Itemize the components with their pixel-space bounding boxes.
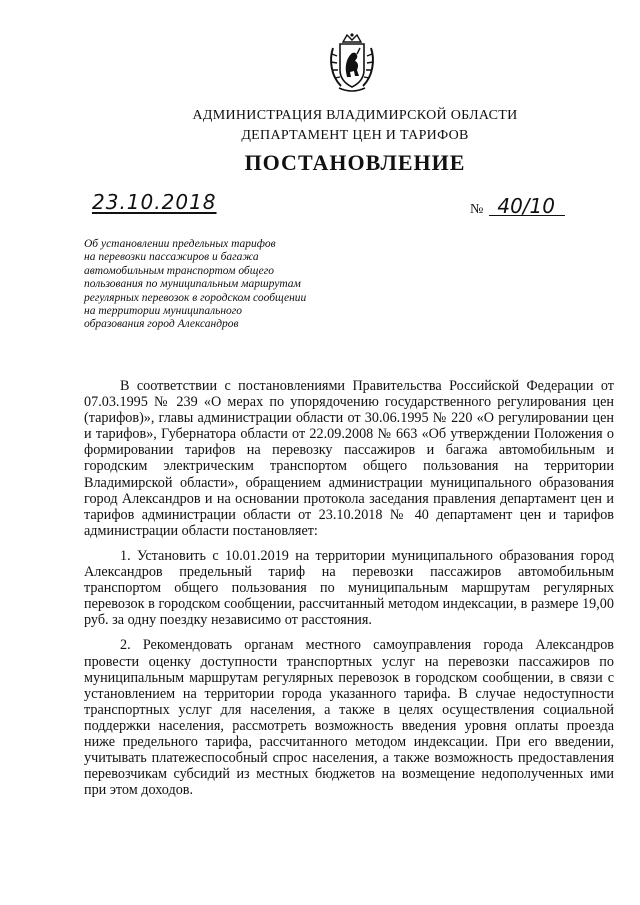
subject-line: на территории муниципального [84, 305, 243, 318]
clause-1-paragraph: 1. Установить с 10.01.2019 на территории муниципального образования город Александров предельный тариф на перевозки пассажиров автомобильным транспортом общего пользования по муниципальным маршрутам регулярных перевозок в городском сообщении, рассчитанный методом индексации, в размере 19,00 руб. за одну поездку независимо от расстояния. [84, 547, 614, 629]
subject-line: пользования по муниципальным маршрутам [84, 278, 301, 291]
clause-2-paragraph: 2. Рекомендовать органам местного самоуправления города Александров провести оценку доступности транспортных услуг на перевозки пассажиров по муниципальным маршрутам регулярных перевозок в городском сообщении, в связи с установлением на территории города указанного тарифа. В случае недоступности транспортных услуг для населения, а также в целях осуществления социальной поддержки населения, рассмотреть возможность введения уровня оплаты проезда ниже предельного тарифа, рассчитанного методом индексации. При его введении, учитывать платежеспособный спрос населения, а также возможность предоставления перевозчикам субсидий из местных бюджетов на возмещение недополученных ими при этом доходов. [84, 637, 614, 799]
subject-line: Об установлении предельных тарифов [84, 238, 276, 250]
coat-of-arms-icon [327, 32, 377, 94]
document-type-title: ПОСТАНОВЛЕНИЕ [244, 150, 466, 175]
subject-line: на перевозки пассажиров и багажа [84, 251, 259, 264]
document-number-field [470, 194, 565, 218]
subject-line: регулярных перевозок в городском сообщении [84, 291, 307, 304]
subject-line: автомобильным транспортом общего [84, 264, 275, 277]
subject-line: образования город Александров [84, 318, 239, 331]
preamble-paragraph: В соответствии с постановлениями Правительства Российской Федерации от 07.03.1995 № 239 «О мерах по упорядочению государственного регулирования цен (тарифов)», главы администрации области от 30.06.1995 № 220 «О регулировании цен и тарифов», Губернатора области от 22.09.2008 № 663 «Об утверждении Положения о формировании тарифов на перевозку пассажиров и багажа автомобильным и городским электрическим транспортом общего пользования на территории Владимирской области», обращением администрации муниципального образования город Александров и на основании протокола заседания правления департамент цен и тарифов администрации области от 23.10.2018 № 40 департамент цен и тарифов администрации области постановляет: [84, 378, 614, 539]
document-number: 40/10 [489, 197, 565, 216]
number-label: № [470, 202, 484, 217]
document-body [84, 378, 614, 807]
org-name-line2: ДЕПАРТАМЕНТ ЦЕН И ТАРИФОВ [241, 128, 469, 143]
document-date: 23.10.2018 [92, 190, 217, 214]
document-subject [84, 238, 354, 332]
org-name-line1: АДМИНИСТРАЦИЯ ВЛАДИМИРСКОЙ ОБЛАСТИ [192, 108, 518, 123]
